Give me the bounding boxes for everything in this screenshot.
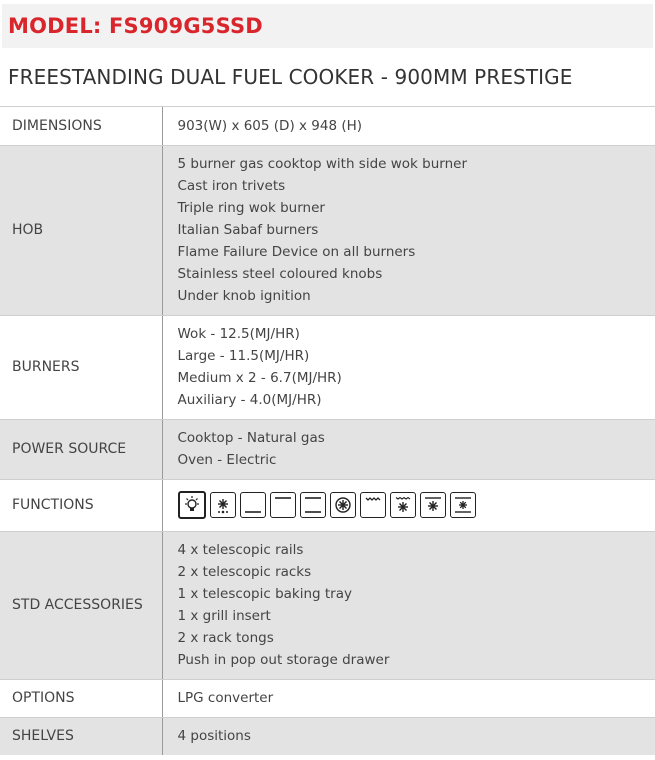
spec-line: Stainless steel coloured knobs: [178, 263, 655, 285]
conventional-icon: [300, 492, 326, 518]
spec-row-dimensions: [0, 107, 655, 145]
spec-line: 2 x rack tongs: [178, 627, 655, 649]
spec-line: Under knob ignition: [178, 285, 655, 307]
product-header: [0, 48, 655, 107]
spec-line: 4 positions: [178, 725, 655, 747]
spec-label: POWER SOURCE: [0, 419, 162, 479]
spec-label: DIMENSIONS: [0, 107, 162, 145]
spec-label: OPTIONS: [0, 679, 162, 717]
spec-line: 2 x telescopic racks: [178, 561, 655, 583]
spec-line: Medium x 2 - 6.7(MJ/HR): [178, 367, 655, 389]
fan-grill-icon: [390, 492, 416, 518]
spec-line: Large - 11.5(MJ/HR): [178, 345, 655, 367]
function-icons: [178, 491, 655, 519]
defrost-icon: [210, 492, 236, 518]
spec-line: 1 x grill insert: [178, 605, 655, 627]
spec-label: HOB: [0, 145, 162, 315]
spec-row-power-source: [0, 419, 655, 479]
spec-line: Wok - 12.5(MJ/HR): [178, 323, 655, 345]
oven-light-icon: [178, 491, 206, 519]
spec-row-burners: [0, 315, 655, 419]
spec-row-shelves: [0, 717, 655, 755]
product-subtitle: FREESTANDING DUAL FUEL COOKER - 900MM PRESTIGE: [8, 65, 573, 89]
spec-line: Triple ring wok burner: [178, 197, 655, 219]
spec-line: 1 x telescopic baking tray: [178, 583, 655, 605]
spec-label: STD ACCESSORIES: [0, 531, 162, 679]
spec-value: [162, 717, 655, 755]
grill-icon: [360, 492, 386, 518]
spec-line: Oven - Electric: [178, 449, 655, 471]
spec-label: BURNERS: [0, 315, 162, 419]
spec-row-functions: [0, 479, 655, 531]
spec-line: Flame Failure Device on all burners: [178, 241, 655, 263]
spec-value: [162, 531, 655, 679]
spec-line: Cast iron trivets: [178, 175, 655, 197]
spec-line: Auxiliary - 4.0(MJ/HR): [178, 389, 655, 411]
model-title: MODEL: FS909G5SSD: [8, 14, 263, 38]
fan-forced-icon: [420, 492, 446, 518]
model-header: [2, 4, 653, 48]
spec-table: [0, 107, 655, 755]
spec-row-std-accessories: [0, 531, 655, 679]
spec-line: Push in pop out storage drawer: [178, 649, 655, 671]
spec-label: FUNCTIONS: [0, 479, 162, 531]
fan-only-icon: [330, 492, 356, 518]
spec-label: SHELVES: [0, 717, 162, 755]
spec-line: 5 burner gas cooktop with side wok burner: [178, 153, 655, 175]
spec-row-options: [0, 679, 655, 717]
spec-line: Italian Sabaf burners: [178, 219, 655, 241]
bottom-heat-icon: [240, 492, 266, 518]
spec-value: [162, 679, 655, 717]
spec-line: Cooktop - Natural gas: [178, 427, 655, 449]
spec-value: [162, 145, 655, 315]
fan-bake-icon: [450, 492, 476, 518]
top-heat-icon: [270, 492, 296, 518]
spec-value: [162, 107, 655, 145]
spec-value: [162, 315, 655, 419]
spec-value: [162, 419, 655, 479]
spec-line: 903(W) x 605 (D) x 948 (H): [178, 115, 655, 137]
spec-line: 4 x telescopic rails: [178, 539, 655, 561]
spec-value: [162, 479, 655, 531]
spec-line: LPG converter: [178, 687, 655, 709]
spec-sheet: [0, 4, 655, 760]
spec-row-hob: [0, 145, 655, 315]
